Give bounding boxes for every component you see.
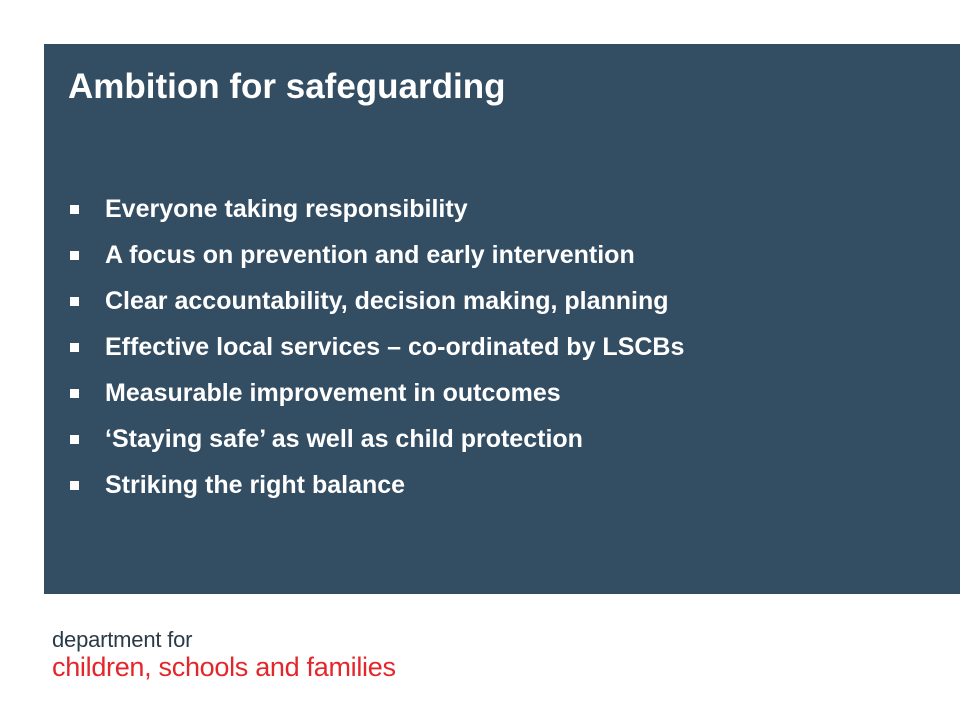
bullet-text: Clear accountability, decision making, planning xyxy=(105,286,669,315)
bullet-item xyxy=(70,462,684,508)
bullet-text: Striking the right balance xyxy=(105,470,406,499)
bullet-text: ‘Staying safe’ as well as child protection xyxy=(105,424,583,453)
bullet-item xyxy=(70,186,684,232)
square-bullet-icon xyxy=(70,297,79,306)
bullet-item xyxy=(70,324,684,370)
square-bullet-icon xyxy=(70,389,79,398)
bullet-item xyxy=(70,232,684,278)
logo-line-department: department for xyxy=(52,627,193,652)
square-bullet-icon xyxy=(70,435,79,444)
square-bullet-icon xyxy=(70,343,79,352)
bullet-text: Effective local services – co-ordinated by LSCBs xyxy=(105,332,685,361)
bullet-text: A focus on prevention and early intervention xyxy=(105,240,635,269)
logo-line-children-schools-families: children, schools and families xyxy=(52,652,396,682)
bullet-item xyxy=(70,370,684,416)
square-bullet-icon xyxy=(70,205,79,214)
dcsf-logo xyxy=(52,628,396,682)
bullet-text: Measurable improvement in outcomes xyxy=(105,378,561,407)
square-bullet-icon xyxy=(70,251,79,260)
bullet-text: Everyone taking responsibility xyxy=(105,194,468,223)
bullet-list xyxy=(70,186,684,508)
square-bullet-icon xyxy=(70,481,79,490)
bullet-item xyxy=(70,278,684,324)
bullet-item xyxy=(70,416,684,462)
slide-title: Ambition for safeguarding xyxy=(68,67,506,106)
content-panel xyxy=(44,44,960,594)
